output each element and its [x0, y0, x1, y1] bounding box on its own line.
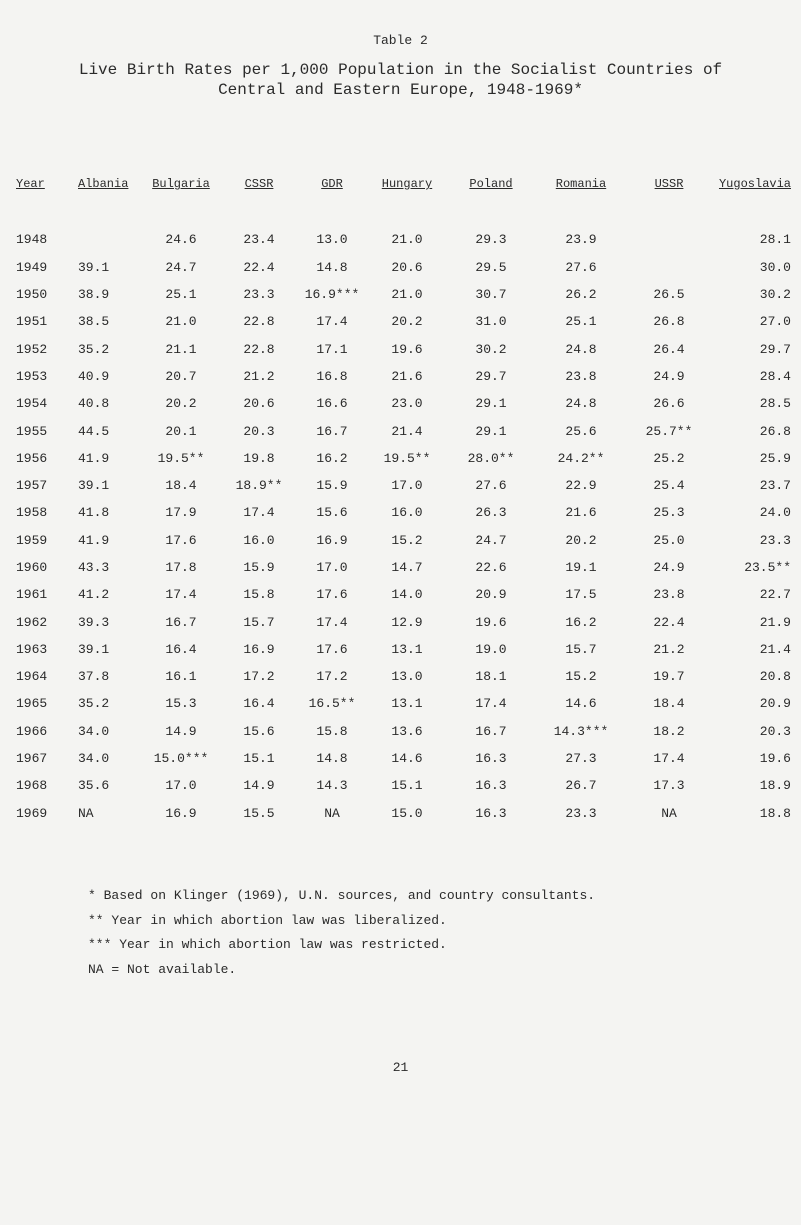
table-row: [16, 281, 791, 308]
col-header-hungary: Hungary: [381, 177, 433, 191]
cell-cssr: 15.7: [243, 614, 275, 630]
cell-ussr: 26.5: [653, 287, 685, 303]
cell-hungary: 13.0: [391, 669, 423, 685]
cell-hungary: 15.1: [391, 778, 423, 794]
cell-bulgaria: 14.9: [165, 723, 197, 739]
col-header-romania: Romania: [555, 177, 607, 191]
cell-romania: 21.6: [565, 505, 597, 521]
cell-gdr: 16.9***: [304, 287, 360, 303]
cell-cssr: 15.5: [243, 805, 275, 821]
cell-yugoslavia: 18.8: [759, 805, 791, 821]
cell-romania: 14.6: [565, 696, 597, 712]
cell-year: 1957: [16, 478, 48, 494]
cell-ussr: 26.6: [653, 396, 685, 412]
table-row: [16, 554, 791, 581]
cell-ussr: 25.2: [653, 450, 685, 466]
cell-year: 1953: [16, 368, 48, 384]
cell-poland: 29.7: [475, 368, 507, 384]
table-row: [16, 417, 791, 444]
cell-romania: 26.7: [565, 778, 597, 794]
cell-ussr: 18.2: [653, 723, 685, 739]
cell-gdr: 15.9: [316, 478, 348, 494]
footnotes: [88, 884, 595, 982]
cell-year: 1951: [16, 314, 48, 330]
cell-cssr: 23.4: [243, 232, 275, 248]
cell-poland: 24.7: [475, 532, 507, 548]
col-header-cssr: CSSR: [244, 177, 274, 191]
cell-cssr: 17.2: [243, 669, 275, 685]
table-label: Table 2: [373, 33, 428, 48]
footnote-liberalized: ** Year in which abortion law was liberalized.: [88, 912, 447, 928]
header-spacer: [16, 199, 791, 226]
cell-bulgaria: 16.1: [165, 669, 197, 685]
cell-hungary: 23.0: [391, 396, 423, 412]
cell-poland: 28.0**: [467, 450, 515, 466]
cell-bulgaria: 17.0: [165, 778, 197, 794]
cell-ussr: 18.4: [653, 696, 685, 712]
col-header-yugoslavia: Yugoslavia: [718, 177, 791, 191]
cell-year: 1961: [16, 587, 48, 603]
cell-gdr: 14.3: [316, 778, 348, 794]
cell-year: 1960: [16, 560, 48, 575]
cell-romania: 23.8: [565, 368, 597, 384]
cell-albania: 39.1: [78, 641, 110, 657]
table-row: [16, 800, 791, 827]
cell-hungary: 12.9: [391, 614, 423, 630]
cell-albania: NA: [78, 805, 94, 821]
cell-bulgaria: 25.1: [165, 287, 197, 303]
cell-ussr: [626, 226, 712, 253]
cell-albania: 41.8: [78, 505, 110, 521]
cell-poland: 31.0: [475, 314, 507, 330]
cell-yugoslavia: 28.5: [759, 396, 791, 412]
cell-hungary: 16.0: [391, 505, 423, 521]
footnote-source: * Based on Klinger (1969), U.N. sources, and country consultants.: [88, 888, 596, 903]
cell-yugoslavia: 29.7: [759, 341, 791, 357]
cell-poland: 16.3: [475, 805, 507, 821]
table-row: [16, 745, 791, 772]
cell-ussr: 26.8: [653, 314, 685, 330]
cell-romania: 23.3: [565, 805, 597, 821]
cell-cssr: 15.6: [243, 723, 275, 739]
cell-romania: 27.6: [565, 259, 597, 275]
table-title: [40, 60, 761, 100]
cell-albania: 39.1: [78, 259, 110, 275]
table-row: [16, 772, 791, 799]
col-header-gdr: GDR: [321, 177, 343, 191]
cell-year: 1956: [16, 450, 48, 466]
cell-albania: 41.9: [78, 532, 110, 548]
cell-hungary: 21.6: [391, 368, 423, 384]
cell-ussr: 24.9: [653, 560, 685, 575]
cell-yugoslavia: 25.9: [759, 450, 791, 466]
cell-romania: 22.9: [565, 478, 597, 494]
table-row: [16, 636, 791, 663]
cell-ussr: 17.3: [653, 778, 685, 794]
cell-yugoslavia: 30.2: [759, 287, 791, 303]
cell-albania: 35.2: [78, 341, 110, 357]
cell-poland: 18.1: [475, 669, 507, 685]
cell-ussr: 25.7**: [645, 423, 693, 439]
table-row: [16, 718, 791, 745]
cell-poland: 16.7: [475, 723, 507, 739]
table-body: [16, 226, 791, 827]
cell-bulgaria: 16.7: [165, 614, 197, 630]
cell-cssr: 15.1: [243, 751, 275, 767]
cell-gdr: 14.8: [316, 751, 348, 767]
footnote-restricted: *** Year in which abortion law was restricted.: [88, 937, 447, 952]
table-row: [16, 581, 791, 608]
cell-albania: 39.1: [78, 478, 110, 494]
cell-cssr: 22.4: [243, 259, 275, 275]
cell-gdr: 17.0: [316, 560, 348, 575]
cell-year: 1965: [16, 696, 48, 712]
cell-cssr: 16.4: [243, 696, 275, 712]
cell-bulgaria: 17.4: [165, 587, 197, 603]
cell-poland: 30.7: [475, 287, 507, 303]
table-row: [16, 226, 791, 253]
cell-year: 1964: [16, 669, 48, 685]
table-row: [16, 390, 791, 417]
cell-yugoslavia: 26.8: [759, 423, 791, 439]
table-row: [16, 690, 791, 717]
cell-yugoslavia: 23.5**: [744, 560, 791, 575]
cell-cssr: 22.8: [243, 341, 275, 357]
page-number: 21: [392, 1060, 409, 1075]
cell-poland: 19.0: [475, 641, 507, 657]
cell-cssr: 17.4: [243, 505, 275, 521]
cell-albania: 38.9: [78, 287, 110, 303]
cell-bulgaria: 20.1: [165, 423, 197, 439]
cell-poland: 19.6: [475, 614, 507, 630]
cell-hungary: 14.7: [391, 560, 423, 575]
cell-yugoslavia: 24.0: [759, 505, 791, 521]
cell-romania: 24.2**: [557, 450, 605, 466]
cell-romania: 14.3***: [553, 723, 609, 739]
cell-albania: 37.8: [78, 669, 110, 685]
table-row: [16, 472, 791, 499]
cell-year: 1954: [16, 396, 48, 412]
table-row: [16, 527, 791, 554]
cell-cssr: 20.3: [243, 423, 275, 439]
cell-bulgaria: 21.0: [165, 314, 197, 330]
cell-year: 1963: [16, 641, 48, 657]
header-row: [16, 177, 791, 199]
cell-yugoslavia: 23.3: [759, 532, 791, 548]
cell-cssr: 22.8: [243, 314, 275, 330]
cell-albania: 39.3: [78, 614, 110, 630]
cell-year: 1966: [16, 723, 48, 739]
cell-albania: 40.9: [78, 368, 110, 384]
cell-ussr: [626, 254, 712, 281]
cell-hungary: 13.1: [391, 641, 423, 657]
cell-yugoslavia: 28.4: [759, 368, 791, 384]
cell-bulgaria: 17.6: [165, 532, 197, 548]
title-line-1: Live Birth Rates per 1,000 Population in the Socialist Countries of: [78, 61, 723, 79]
cell-poland: 27.6: [475, 478, 507, 494]
cell-yugoslavia: 19.6: [759, 751, 791, 767]
table-row: [16, 499, 791, 526]
cell-bulgaria: 21.1: [165, 341, 197, 357]
cell-gdr: 17.4: [316, 314, 348, 330]
cell-ussr: 25.3: [653, 505, 685, 521]
cell-year: 1967: [16, 751, 48, 767]
cell-cssr: 15.8: [243, 587, 275, 603]
cell-year: 1955: [16, 423, 48, 439]
cell-gdr: 17.6: [316, 587, 348, 603]
table-row: [16, 608, 791, 635]
cell-romania: 25.6: [565, 423, 597, 439]
cell-albania: 40.8: [78, 396, 110, 412]
cell-hungary: 21.0: [391, 287, 423, 303]
cell-ussr: 25.0: [653, 532, 685, 548]
cell-bulgaria: 24.6: [165, 232, 197, 248]
cell-ussr: 25.4: [653, 478, 685, 494]
cell-bulgaria: 17.8: [165, 560, 197, 575]
cell-yugoslavia: 18.9: [759, 778, 791, 794]
cell-gdr: 16.7: [316, 423, 348, 439]
cell-ussr: 17.4: [653, 751, 685, 767]
cell-poland: 16.3: [475, 778, 507, 794]
cell-poland: 30.2: [475, 341, 507, 357]
cell-hungary: 15.2: [391, 532, 423, 548]
cell-cssr: 18.9**: [235, 478, 283, 494]
cell-year: 1958: [16, 505, 48, 521]
col-header-poland: Poland: [469, 177, 513, 191]
cell-albania: 34.0: [78, 723, 110, 739]
cell-cssr: 16.9: [243, 641, 275, 657]
cell-ussr: 21.2: [653, 641, 685, 657]
cell-cssr: 16.0: [243, 532, 275, 548]
cell-albania: 41.2: [78, 587, 110, 603]
table-row: [16, 335, 791, 362]
cell-poland: 26.3: [475, 505, 507, 521]
cell-hungary: 19.5**: [383, 450, 431, 466]
cell-yugoslavia: 22.7: [759, 587, 791, 603]
cell-year: 1952: [16, 341, 48, 357]
cell-yugoslavia: 20.3: [759, 723, 791, 739]
birth-rate-table: [16, 177, 791, 827]
cell-bulgaria: 15.3: [165, 696, 197, 712]
cell-romania: 25.1: [565, 314, 597, 330]
cell-bulgaria: 20.7: [165, 368, 197, 384]
cell-year: 1962: [16, 614, 48, 630]
cell-yugoslavia: 21.4: [759, 641, 791, 657]
cell-hungary: 19.6: [391, 341, 423, 357]
cell-ussr: 22.4: [653, 614, 685, 630]
cell-year: 1948: [16, 232, 48, 248]
cell-yugoslavia: 27.0: [759, 314, 791, 330]
cell-poland: 29.1: [475, 423, 507, 439]
cell-year: 1950: [16, 287, 48, 303]
table-row: [16, 445, 791, 472]
cell-yugoslavia: 23.7: [759, 478, 791, 494]
cell-gdr: 16.2: [316, 450, 348, 466]
cell-poland: 16.3: [475, 751, 507, 767]
cell-hungary: 14.0: [391, 587, 423, 603]
cell-yugoslavia: 30.0: [759, 259, 791, 275]
cell-albania: 41.9: [78, 450, 110, 466]
cell-romania: 15.2: [565, 669, 597, 685]
cell-bulgaria: 19.5**: [157, 450, 205, 466]
col-header-ussr: USSR: [654, 177, 684, 191]
cell-albania: 35.6: [78, 778, 110, 794]
cell-year: 1968: [16, 778, 48, 794]
cell-romania: 16.2: [565, 614, 597, 630]
cell-gdr: 14.8: [316, 259, 348, 275]
cell-albania: 43.3: [78, 560, 110, 575]
header-spacer-cell: [16, 199, 791, 226]
cell-year: 1969: [16, 805, 48, 821]
cell-bulgaria: 18.4: [165, 478, 197, 494]
cell-romania: 15.7: [565, 641, 597, 657]
cell-bulgaria: 15.0***: [153, 751, 209, 767]
cell-gdr: NA: [324, 805, 340, 821]
cell-gdr: 17.2: [316, 669, 348, 685]
cell-hungary: 13.6: [391, 723, 423, 739]
cell-yugoslavia: 20.9: [759, 696, 791, 712]
cell-year: 1949: [16, 259, 48, 275]
cell-poland: 20.9: [475, 587, 507, 603]
cell-cssr: 14.9: [243, 778, 275, 794]
cell-albania: 35.2: [78, 696, 110, 712]
cell-poland: 29.5: [475, 259, 507, 275]
cell-year: 1959: [16, 532, 48, 548]
cell-hungary: 13.1: [391, 696, 423, 712]
table-row: [16, 663, 791, 690]
cell-ussr: 26.4: [653, 341, 685, 357]
footnote-na: NA = Not available.: [88, 961, 237, 977]
cell-bulgaria: 24.7: [165, 259, 197, 275]
col-header-albania: Albania: [78, 177, 129, 191]
cell-cssr: 15.9: [243, 560, 275, 575]
cell-gdr: 17.1: [316, 341, 348, 357]
cell-hungary: 17.0: [391, 478, 423, 494]
cell-ussr: 19.7: [653, 669, 685, 685]
cell-gdr: 16.6: [316, 396, 348, 412]
col-header-bulgaria: Bulgaria: [152, 177, 210, 191]
cell-gdr: 15.8: [316, 723, 348, 739]
cell-gdr: 17.4: [316, 614, 348, 630]
cell-gdr: 16.5**: [308, 696, 356, 712]
cell-cssr: 21.2: [243, 368, 275, 384]
cell-cssr: 20.6: [243, 396, 275, 412]
cell-hungary: 21.0: [391, 232, 423, 248]
cell-hungary: 20.2: [391, 314, 423, 330]
cell-yugoslavia: 21.9: [759, 614, 791, 630]
cell-romania: 19.1: [565, 560, 597, 575]
cell-albania: 44.5: [78, 423, 110, 439]
cell-gdr: 17.6: [316, 641, 348, 657]
cell-bulgaria: 16.4: [165, 641, 197, 657]
cell-poland: 22.6: [475, 560, 507, 575]
cell-bulgaria: 20.2: [165, 396, 197, 412]
cell-romania: 27.3: [565, 751, 597, 767]
cell-poland: 29.3: [475, 232, 507, 248]
cell-hungary: 14.6: [391, 751, 423, 767]
cell-gdr: 16.8: [316, 368, 348, 384]
title-line-2: Central and Eastern Europe, 1948-1969*: [218, 81, 583, 99]
cell-poland: 29.1: [475, 396, 507, 412]
cell-albania: 34.0: [78, 751, 110, 767]
col-header-year: Year: [16, 177, 45, 191]
cell-ussr: 23.8: [653, 587, 685, 603]
cell-romania: 20.2: [565, 532, 597, 548]
cell-poland: 17.4: [475, 696, 507, 712]
table-row: [16, 308, 791, 335]
cell-ussr: 24.9: [653, 368, 685, 384]
cell-yugoslavia: 28.1: [759, 232, 791, 248]
cell-albania: [78, 226, 140, 253]
cell-gdr: 13.0: [316, 232, 348, 248]
cell-cssr: 23.3: [243, 287, 275, 303]
cell-romania: 17.5: [565, 587, 597, 603]
cell-bulgaria: 17.9: [165, 505, 197, 521]
cell-romania: 26.2: [565, 287, 597, 303]
cell-ussr: NA: [661, 805, 677, 821]
cell-cssr: 19.8: [243, 450, 275, 466]
cell-bulgaria: 16.9: [165, 805, 197, 821]
cell-romania: 23.9: [565, 232, 597, 248]
cell-albania: 38.5: [78, 314, 110, 330]
cell-hungary: 15.0: [391, 805, 423, 821]
cell-gdr: 16.9: [316, 532, 348, 548]
table-row: [16, 363, 791, 390]
cell-hungary: 21.4: [391, 423, 423, 439]
cell-romania: 24.8: [565, 396, 597, 412]
table-row: [16, 254, 791, 281]
cell-yugoslavia: 20.8: [759, 669, 791, 685]
cell-gdr: 15.6: [316, 505, 348, 521]
cell-romania: 24.8: [565, 341, 597, 357]
cell-hungary: 20.6: [391, 259, 423, 275]
